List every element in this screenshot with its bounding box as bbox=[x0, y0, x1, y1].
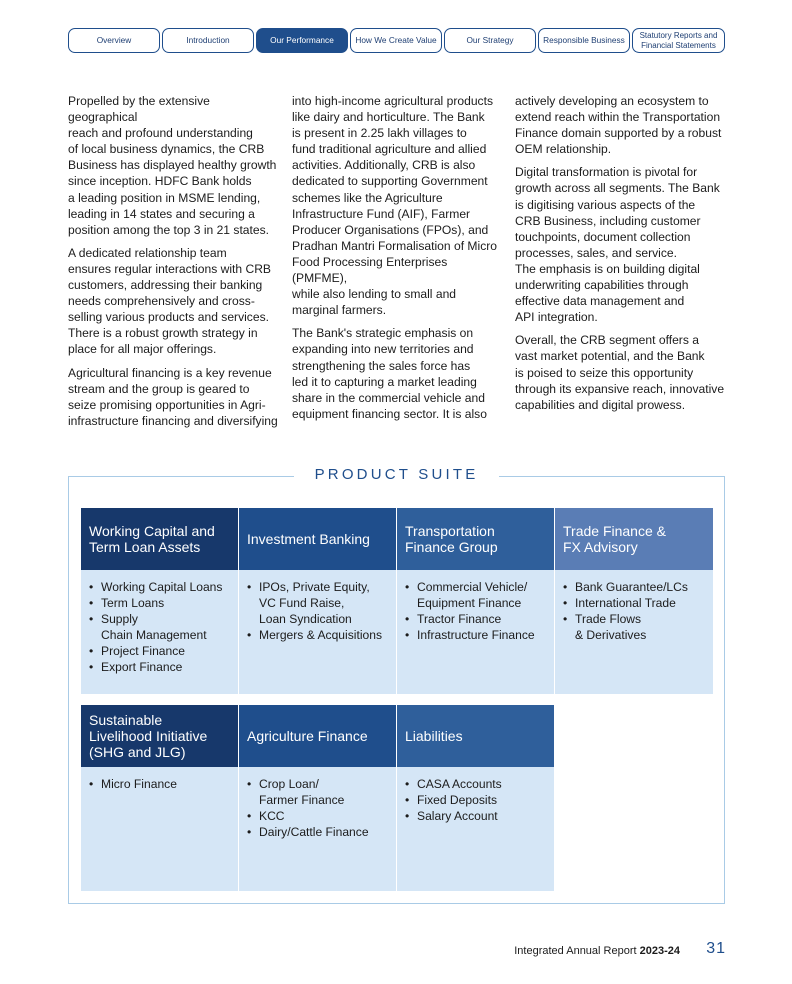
section-nav bbox=[68, 28, 725, 53]
card-body bbox=[239, 570, 396, 694]
card-body bbox=[397, 570, 554, 694]
list-item: • Crop Loan/ Farmer Finance bbox=[247, 776, 390, 808]
card-liabilities bbox=[397, 705, 554, 891]
tab-our-performance[interactable]: Our Performance bbox=[256, 28, 348, 53]
tab-how-we-create-value[interactable]: How We Create Value bbox=[350, 28, 442, 53]
paragraph: The Bank's strategic emphasis on expanding into new territories and strengthening the sales force has led it to capturing a market leading share in the commercial vehicle and equipment financing sector. It is also bbox=[292, 326, 487, 421]
card-title: Transportation Finance Group bbox=[397, 508, 554, 570]
card-body bbox=[555, 570, 713, 694]
paragraph: Overall, the CRB segment offers a vast market potential, and the Bank is poised to seize this opportunity through its expansive reach, innovative capabilities and digital prowess. bbox=[515, 333, 725, 412]
tab-responsible-business[interactable]: Responsible Business bbox=[538, 28, 630, 53]
page-number: 31 bbox=[706, 940, 726, 957]
card-trade-finance bbox=[555, 508, 713, 694]
card-body bbox=[397, 767, 554, 891]
card-working-capital bbox=[81, 508, 238, 694]
tab-our-strategy[interactable]: Our Strategy bbox=[444, 28, 536, 53]
list-item: • Term Loans bbox=[89, 595, 232, 611]
card-agriculture-finance bbox=[239, 705, 396, 891]
report-footer bbox=[500, 945, 680, 957]
list-item: • Fixed Deposits bbox=[405, 792, 548, 808]
card-body bbox=[81, 570, 238, 694]
text-column-2 bbox=[292, 93, 504, 429]
list-item: • Commercial Vehicle/ Equipment Finance bbox=[405, 579, 548, 611]
card-title: Agriculture Finance bbox=[239, 705, 396, 767]
card-title: Liabilities bbox=[397, 705, 554, 767]
tab-overview[interactable]: Overview bbox=[68, 28, 160, 53]
card-body bbox=[239, 767, 396, 891]
card-title: Working Capital and Term Loan Assets bbox=[81, 508, 238, 570]
list-item: • Export Finance bbox=[89, 659, 232, 675]
card-transportation-finance bbox=[397, 508, 554, 694]
paragraph: actively developing an ecosystem to extend reach within the Transportation Finance domain supported by a robust OEM relationship. bbox=[515, 94, 722, 157]
paragraph: Digital transformation is pivotal for growth across all segments. The Bank is digitising various aspects of the CRB Business, including customer touchpoints, document collection processes, sales, and service. The emphasis is on building digital underwriting capabilities through effective data management and API integration. bbox=[515, 165, 720, 325]
paragraph: A dedicated relationship team ensures regular interactions with CRB customers, addressing their banking needs comprehensively and cross- selling various products and services. There is a robust growth strategy in place for all major offerings. bbox=[68, 245, 271, 357]
divider bbox=[499, 476, 725, 477]
list-item: • Dairy/Cattle Finance bbox=[247, 824, 390, 840]
list-item: • KCC bbox=[247, 808, 390, 824]
list-item: • CASA Accounts bbox=[405, 776, 548, 792]
report-year: 2023-24 bbox=[639, 945, 680, 957]
list-item: • Project Finance bbox=[89, 643, 232, 659]
card-title: Trade Finance & FX Advisory bbox=[555, 508, 713, 570]
tab-introduction[interactable]: Introduction bbox=[162, 28, 254, 53]
list-item: • Tractor Finance bbox=[405, 611, 548, 627]
list-item: • IPOs, Private Equity, VC Fund Raise, Loan Syndication bbox=[247, 579, 390, 627]
list-item: • Supply Chain Management bbox=[89, 611, 232, 643]
card-sustainable-livelihood bbox=[81, 705, 238, 891]
paragraph: Agricultural financing is a key revenue stream and the group is geared to seize promising opportunities in Agri- infrastructure financing and diversifying bbox=[68, 365, 278, 428]
tab-statutory-reports[interactable]: Statutory Reports and Financial Statements bbox=[632, 28, 725, 53]
list-item: • Mergers & Acquisitions bbox=[247, 627, 390, 643]
list-item: • Working Capital Loans bbox=[89, 579, 232, 595]
list-item: • Infrastructure Finance bbox=[405, 627, 548, 643]
paragraph: Propelled by the extensive geographical reach and profound understanding of local business dynamics, the CRB Business has displayed healthy growth since inception. HDFC Bank holds a leading position in MSME lending, leading in 14 states and securing a position among the top 3 in 21 states. bbox=[68, 94, 277, 237]
list-item: • Salary Account bbox=[405, 808, 548, 824]
card-body bbox=[81, 767, 238, 891]
text-column-1 bbox=[68, 93, 280, 436]
list-item: • International Trade bbox=[563, 595, 707, 611]
divider bbox=[68, 476, 294, 477]
card-title: Sustainable Livelihood Initiative (SHG and JLG) bbox=[81, 705, 238, 767]
product-suite-title: PRODUCT SUITE bbox=[314, 466, 479, 483]
list-item: • Trade Flows & Derivatives bbox=[563, 611, 707, 643]
list-item: • Bank Guarantee/LCs bbox=[563, 579, 707, 595]
card-title: Investment Banking bbox=[239, 508, 396, 570]
paragraph: into high-income agricultural products like dairy and horticulture. The Bank is present in 2.25 lakh villages to fund traditional agriculture and allied activities. Additionally, CRB is also dedicated to supporting Government schemes like the Agriculture Infrastructure Fund (AIF), Farmer Producer Organisations (FPOs), and Pradhan Mantri Formalisation of Micro Food Processing Enterprises (PMFME), while also lending to small and marginal farmers. bbox=[292, 94, 497, 318]
text-column-3 bbox=[515, 93, 727, 420]
list-item: • Micro Finance bbox=[89, 776, 232, 792]
card-investment-banking bbox=[239, 508, 396, 694]
report-name: Integrated Annual Report bbox=[514, 945, 637, 957]
